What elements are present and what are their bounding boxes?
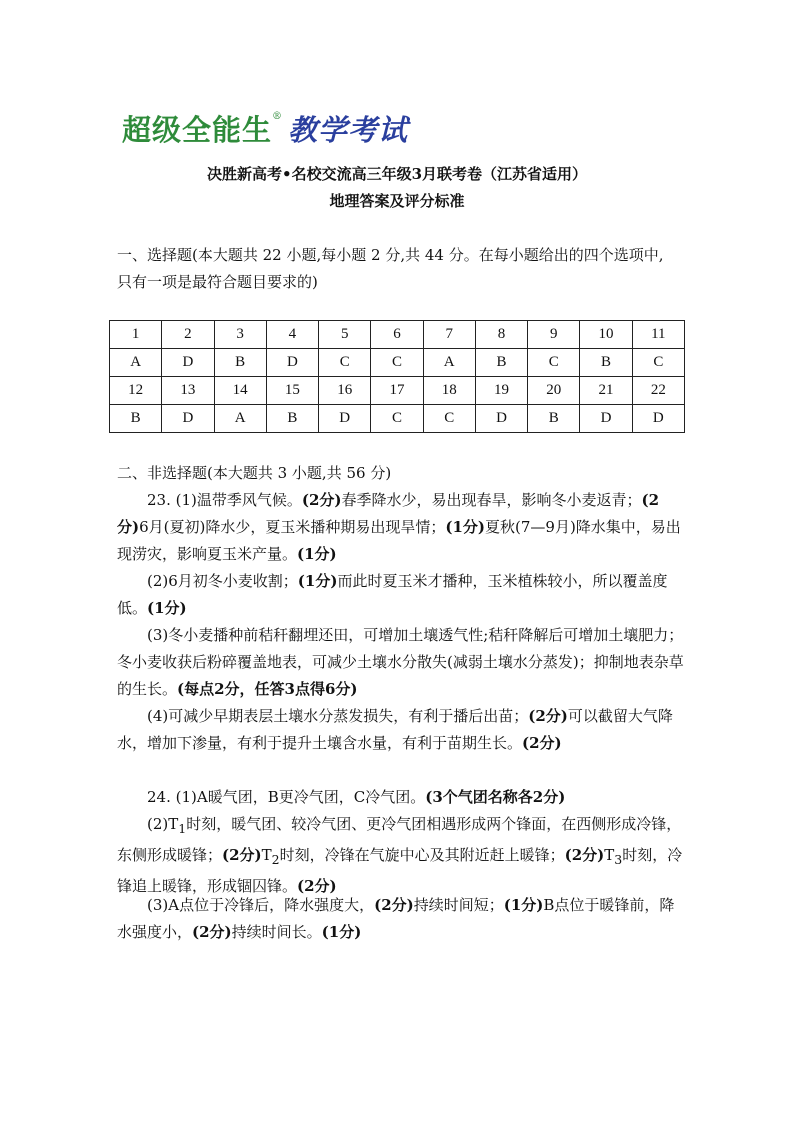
table-row: [110, 405, 685, 433]
section1-heading: [117, 242, 687, 296]
table-cell: D: [266, 349, 318, 377]
table-cell: 22: [632, 377, 684, 405]
table-cell: 6: [371, 321, 423, 349]
q24-part3: (3)A点位于冷锋后，降水强度大，(2分)持续时间短；(1分)B点位于暖锋前，降水强度小，(2分)持续时间长。(1分): [117, 896, 675, 941]
table-cell: C: [632, 349, 684, 377]
q23-part2: (2)6月初冬小麦收割；(1分)而此时夏玉米才播种，玉米植株较小，所以覆盖度低。(1分): [117, 572, 668, 617]
table-row: [110, 349, 685, 377]
table-cell: 5: [319, 321, 371, 349]
logo-subtitle: 教学考试: [288, 112, 409, 147]
table-cell: 11: [632, 321, 684, 349]
table-cell: C: [371, 349, 423, 377]
registered-mark: ®: [272, 110, 283, 122]
q23-part3: (3)冬小麦播种前秸秆翻埋还田，可增加土壤透气性;秸秆降解后可增加土壤肥力；冬小麦收获后粉碎覆盖地表，可减少土壤水分散失(减弱土壤水分蒸发)；抑制地表杂草的生长。(每点2分，任答3点得6分): [117, 626, 684, 698]
table-cell: C: [528, 349, 580, 377]
table-cell: 7: [423, 321, 475, 349]
score: (1分): [297, 572, 338, 590]
table-cell: D: [319, 405, 371, 433]
table-cell: 8: [475, 321, 527, 349]
score: (2分): [374, 896, 414, 914]
table-cell: A: [214, 405, 266, 433]
table-cell: B: [475, 349, 527, 377]
table-cell: B: [214, 349, 266, 377]
q23-part4: (4)可减少早期表层土壤水分蒸发损失，有利于播后出苗；(2分)可以截留大气降水，增加下渗量，有利于提升土壤含水量，有利于苗期生长。(2分): [117, 707, 673, 752]
table-cell: 10: [580, 321, 632, 349]
score: (1分): [297, 545, 337, 563]
score: (2分): [192, 923, 232, 941]
score: (2分): [117, 491, 660, 536]
table-cell: D: [632, 405, 684, 433]
score: (3个气团名称各2分): [425, 788, 566, 806]
table-cell: 9: [528, 321, 580, 349]
document-subtitle: 地理答案及评分标准: [329, 192, 465, 210]
table-row: [110, 377, 685, 405]
q23-part1: 23. (1)温带季风气候。(2分)春季降水少，易出现春旱，影响冬小麦返青；(2分)6月(夏初)降水少，夏玉米播种期易出现旱情；(1分)夏秋(7—9月)降水集中，易出现涝灾，影响夏玉米产量。(1分): [117, 491, 681, 563]
score: (2分): [297, 877, 337, 895]
logo-brand: 超级全能生: [122, 112, 273, 147]
table-cell: 2: [162, 321, 214, 349]
logo: [122, 108, 408, 148]
q24-part2: $(2)T_1$时刻，暖气团、较冷气团、更冷气团相遇形成两个锋面，在西侧形成冷锋，东侧形成暖锋；(2分)$T_2$时刻，冷锋在气旋中心及其附近赶上暖锋；(2分)$T_3$时刻，冷锋追上暖锋，形成锢囚锋。(2分): [117, 815, 683, 895]
table-cell: 17: [371, 377, 423, 405]
table-cell: 3: [214, 321, 266, 349]
score: (2分): [564, 846, 605, 864]
section2-heading: 二、非选择题(本大题共 3 小题,共 56 分): [117, 464, 392, 482]
score: (1分): [147, 599, 187, 617]
table-cell: A: [423, 349, 475, 377]
table-cell: B: [110, 405, 162, 433]
table-cell: C: [319, 349, 371, 377]
table-cell: 12: [110, 377, 162, 405]
table-cell: 15: [266, 377, 318, 405]
score: (每点2分，任答3点得6分): [177, 680, 358, 698]
table-cell: B: [266, 405, 318, 433]
score: (2分): [222, 846, 262, 864]
table-cell: 16: [319, 377, 371, 405]
table-cell: B: [580, 349, 632, 377]
table-cell: 21: [580, 377, 632, 405]
section1-heading-line1: 一、选择题(本大题共 22 小题,每小题 2 分,共 44 分。在每小题给出的四个选项中,: [117, 246, 664, 264]
score: (1分): [445, 518, 485, 536]
table-cell: D: [475, 405, 527, 433]
table-cell: 13: [162, 377, 214, 405]
score: (2分): [301, 491, 342, 509]
table-cell: 1: [110, 321, 162, 349]
table-cell: B: [528, 405, 580, 433]
table-cell: 20: [528, 377, 580, 405]
score: (1分): [321, 923, 362, 941]
table-cell: D: [162, 405, 214, 433]
table-cell: C: [423, 405, 475, 433]
score: (2分): [528, 707, 568, 725]
table-cell: D: [580, 405, 632, 433]
document-title: 决胜新高考•名校交流高三年级3月联考卷（江苏省适用）: [206, 165, 588, 183]
q24-part1: 24. (1)A暖气团，B更冷气团，C冷气团。(3个气团名称各2分): [147, 788, 566, 806]
table-cell: A: [110, 349, 162, 377]
table-cell: D: [162, 349, 214, 377]
table-row: [110, 321, 685, 349]
score: (1分): [503, 896, 544, 914]
table-cell: C: [371, 405, 423, 433]
answer-table: [109, 320, 685, 433]
table-cell: 14: [214, 377, 266, 405]
table-cell: 4: [266, 321, 318, 349]
section1-heading-line2: 只有一项是最符合题目要求的): [117, 273, 318, 291]
score: (2分): [522, 734, 562, 752]
table-cell: 18: [423, 377, 475, 405]
table-cell: 19: [475, 377, 527, 405]
